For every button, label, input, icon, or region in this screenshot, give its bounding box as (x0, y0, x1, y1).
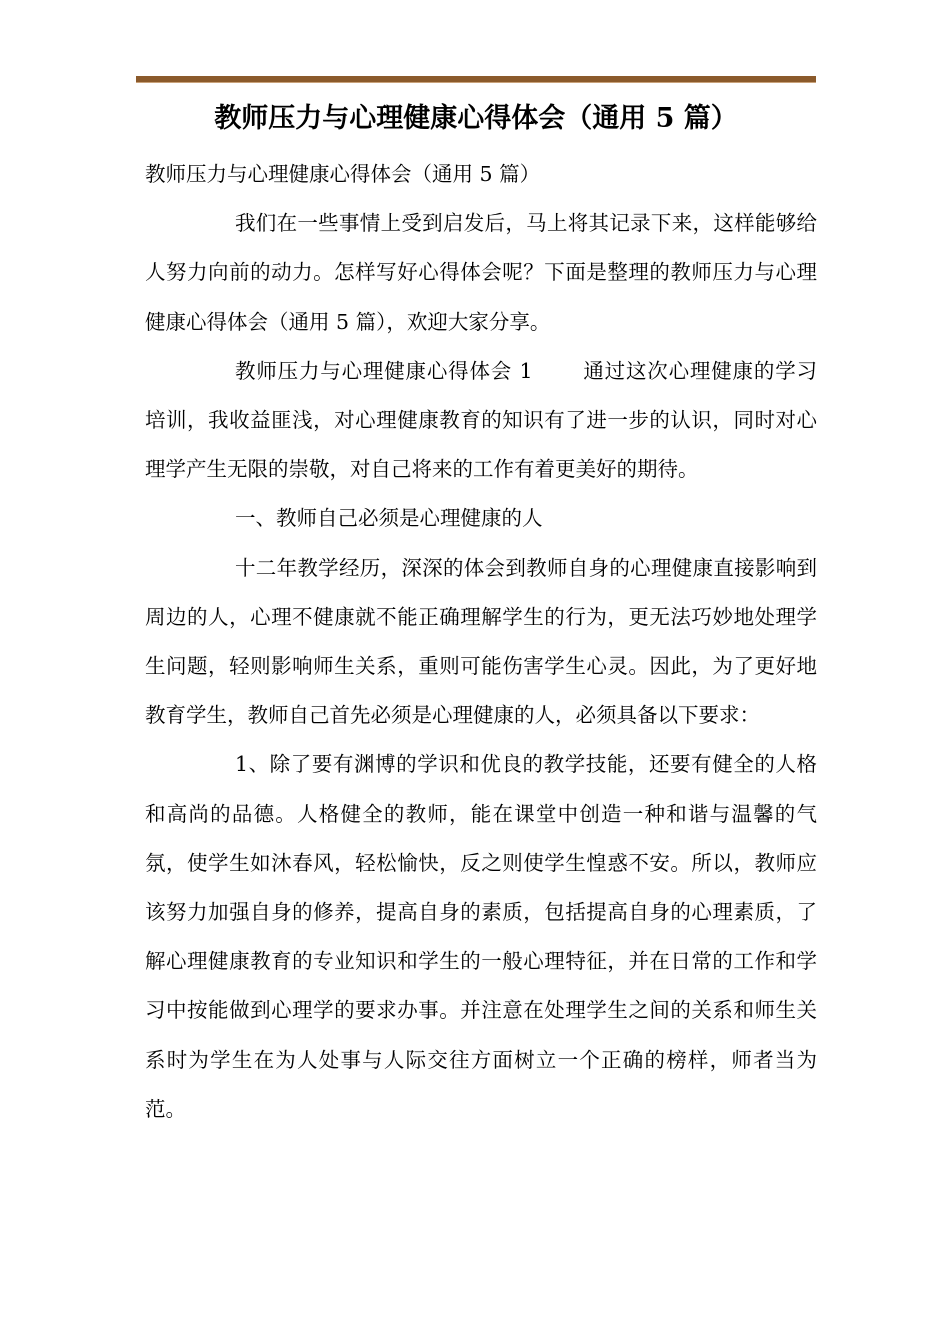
document-title: 教师压力与心理健康心得体会（通用 5 篇） (214, 103, 738, 134)
section-1-text: 通过这次心理健康的学习培训，我收益匪浅，对心理健康教育的知识有了进一步的认识，同时对心理学产生无限的崇敬，对自己将来的工作有着更美好的期待。 (145, 358, 818, 482)
header-rule (136, 76, 816, 83)
point-1-paragraph: 十二年教学经历，深深的体会到教师自身的心理健康直接影响到周边的人，心理不健康就不能正确理解学生的行为，更无法巧妙地处理学生问题，轻则影响师生关系，重则可能伤害学生心灵。因此，为了更好地教育学生，教师自己首先必须是心理健康的人，必须具备以下要求： (145, 555, 817, 728)
item-1-paragraph: 1、除了要有渊博的学识和优良的教学技能，还要有健全的人格和高尚的品德。人格健全的教师，能在课堂中创造一种和谐与温馨的气氛，使学生如沐春风，轻松愉快，反之则使学生惶惑不安。所以，教师应该努力加强自身的修养，提高自身的素质，包括提高自身的心理素质，了解心理健康教育的专业知识和学生的一般心理特征，并在日常的工作和学习中按能做到心理学的要求办事。并注意在处理学生之间的关系和师生关系时为学生在为人处事与人际交往方面树立一个正确的榜样，师者当为范。 (145, 752, 817, 1121)
point-1-heading: 一、教师自己必须是心理健康的人 (235, 506, 543, 531)
section-1-paragraph (145, 347, 817, 495)
document-subtitle: 教师压力与心理健康心得体会（通用 5 篇） (145, 162, 541, 186)
section-1-heading: 教师压力与心理健康心得体会 1 (235, 358, 533, 383)
document-body (145, 150, 817, 1134)
intro-paragraph: 我们在一些事情上受到启发后，马上将其记录下来，这样能够给人努力向前的动力。怎样写好心得体会呢？下面是整理的教师压力与心理健康心得体会（通用 5 篇），欢迎大家分享。 (145, 211, 817, 334)
